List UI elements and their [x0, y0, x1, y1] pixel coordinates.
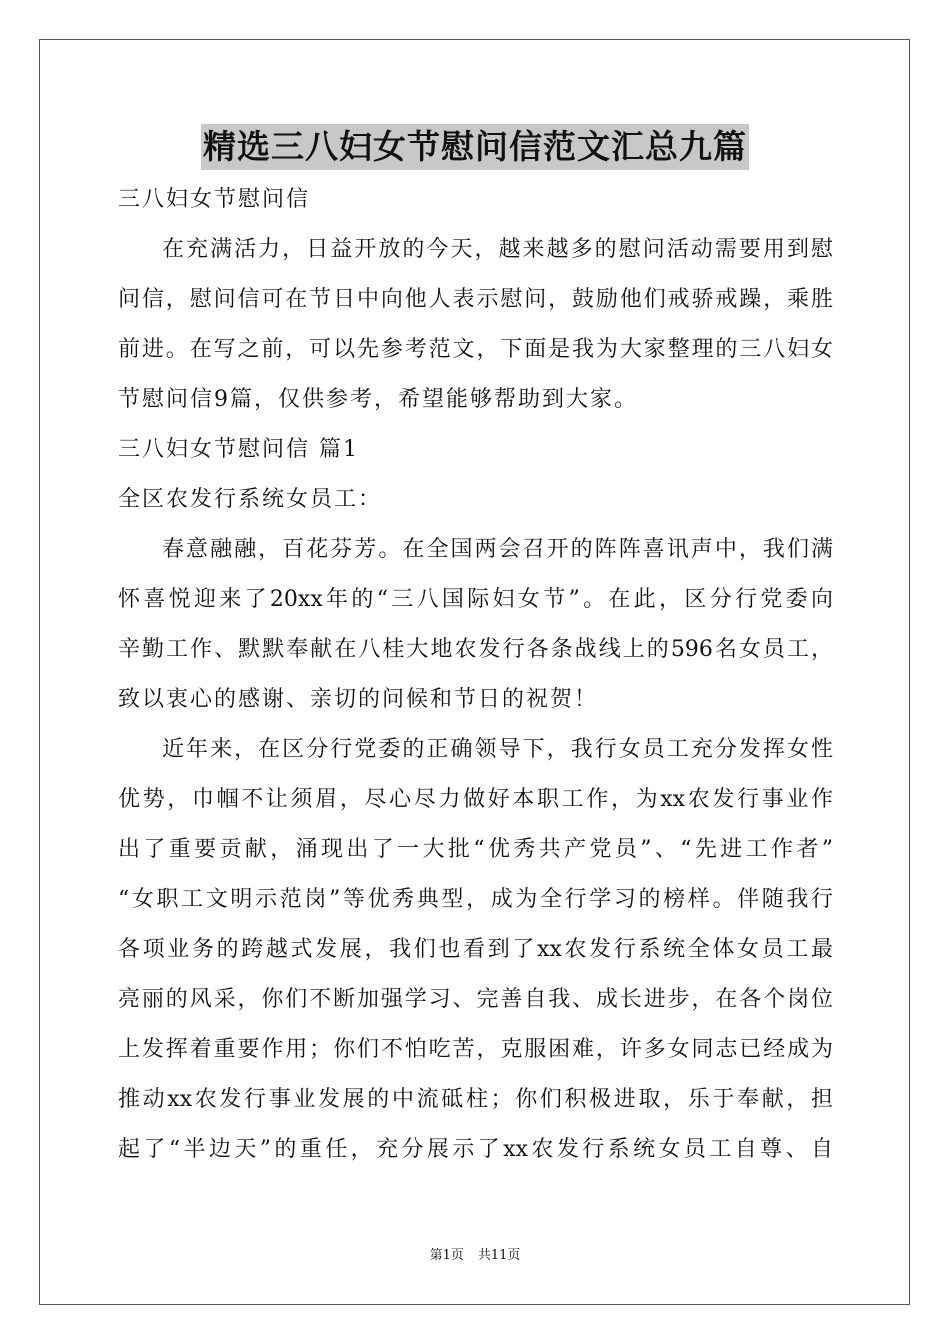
text-line: 三八妇女节慰问信 篇1	[118, 437, 359, 462]
page-footer	[0, 1247, 950, 1265]
text-line: 问信，慰问信可在节日中向他人表示慰问，鼓励他们戒骄戒躁，乘胜	[118, 287, 833, 312]
text-line: 出了重要贡献，涌现出了一大批“优秀共产党员”、“先进工作者”	[118, 837, 833, 862]
page-number: 第1页	[429, 1248, 464, 1263]
title-wrap	[0, 124, 950, 170]
document-body	[118, 175, 833, 1175]
text-line: 在充满活力，日益开放的今天，越来越多的慰问活动需要用到慰	[162, 237, 833, 262]
text-line: 全区农发行系统女员工：	[118, 487, 383, 512]
text-line: 推动xx农发行事业发展的中流砥柱；你们积极进取，乐于奉献，担	[118, 1087, 833, 1112]
text-line: 辛勤工作、默默奉献在八桂大地农发行各条战线上的596名女员工，	[118, 637, 833, 662]
text-line: 前进。在写之前，可以先参考范文，下面是我为大家整理的三八妇女	[118, 337, 833, 362]
page-total: 共11页	[477, 1248, 521, 1263]
text-line: 优势，巾帼不让须眉，尽心尽力做好本职工作，为xx农发行事业作	[118, 787, 833, 812]
text-line: 各项业务的跨越式发展，我们也看到了xx农发行系统全体女员工最	[118, 937, 833, 962]
text-line: 节慰问信9篇，仅供参考，希望能够帮助到大家。	[118, 387, 638, 412]
document-title: 精选三八妇女节慰问信范文汇总九篇	[201, 124, 749, 170]
text-line: 三八妇女节慰问信	[118, 187, 311, 212]
text-line: 怀喜悦迎来了20xx年的“三八国际妇女节”。在此，区分行党委向	[118, 587, 833, 612]
text-line: 致以衷心的感谢、亲切的问候和节日的祝贺！	[118, 687, 599, 712]
text-line: 春意融融，百花芬芳。在全国两会召开的阵阵喜讯声中，我们满	[162, 537, 833, 562]
text-line: “女职工文明示范岗”等优秀典型，成为全行学习的榜样。伴随我行	[118, 887, 833, 912]
text-line: 近年来，在区分行党委的正确领导下，我行女员工充分发挥女性	[162, 737, 833, 762]
text-line: 起了“半边天”的重任，充分展示了xx农发行系统女员工自尊、自	[118, 1137, 833, 1162]
text-line: 亮丽的风采，你们不断加强学习、完善自我、成长进步，在各个岗位	[118, 987, 833, 1012]
text-line: 上发挥着重要作用；你们不怕吃苦，克服困难，许多女同志已经成为	[118, 1037, 833, 1062]
